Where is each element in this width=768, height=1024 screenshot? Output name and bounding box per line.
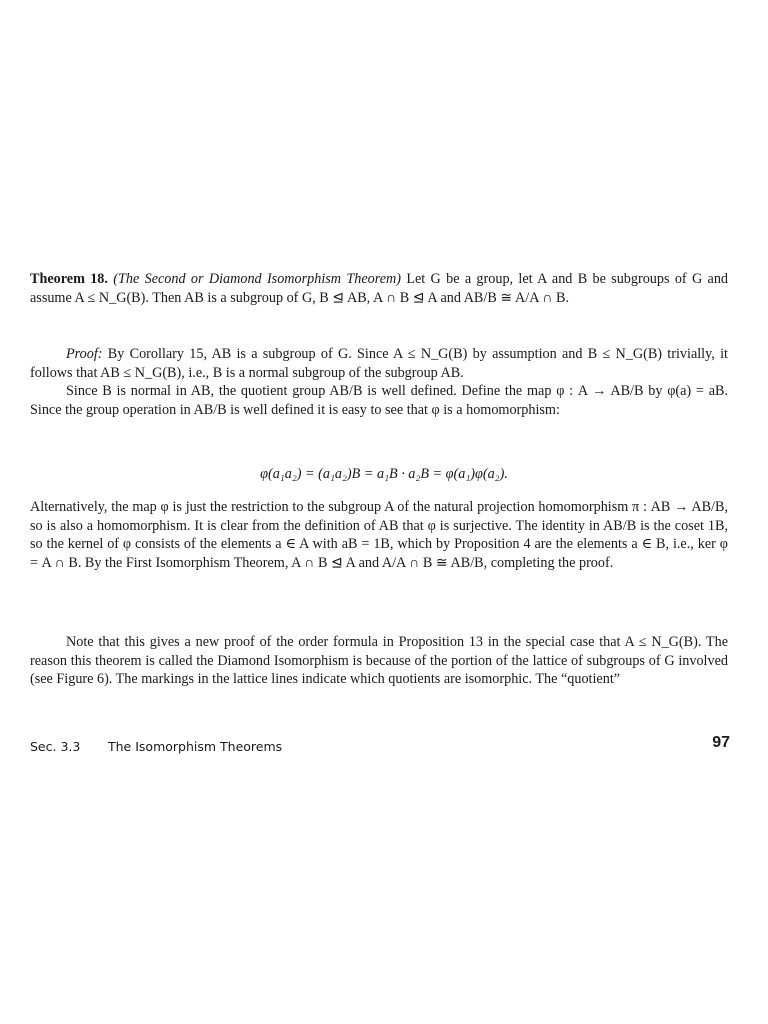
proof-paragraph-2: [30, 382, 728, 419]
proof-paragraph-1: [30, 345, 728, 382]
page-number: 97: [712, 734, 730, 751]
theorem-statement: Let G be a group, let A and B be subgroups of G and assume A ≤ N_G(B). Then AB is a subgroup of G, B ⊴ AB, A ∩ B ⊴ A and AB/B ≅ A/A ∩ B.: [30, 271, 729, 306]
footer-section: Sec. 3.3: [30, 739, 81, 754]
theorem-paragraph: [30, 270, 728, 307]
page-footer: [30, 734, 730, 757]
proof-label: Proof:: [66, 346, 103, 362]
proof-section: [30, 345, 728, 419]
theorem-name: (The Second or Diamond Isomorphism Theorem): [113, 271, 401, 287]
footer-title: The Isomorphism Theorems: [108, 739, 283, 754]
proof-text-2: Since B is normal in AB, the quotient group AB/B is well defined. Define the map φ : A → AB/B by φ(a) = aB. Since the group operation in AB/B is well defined it is easy to see that φ is a homomorphism:: [30, 383, 728, 418]
theorem-label: Theorem 18.: [30, 271, 108, 287]
proof-paragraph-3: Alternatively, the map φ is just the restriction to the subgroup A of the natural projection homomorphism π : AB → AB/B, so is also a homomorphism. It is clear from the definition of AB that φ is surjective. The identity in AB/B is the coset 1B, so the kernel of φ consists of the elements a ∈ A with aB = 1B, which by Proposition 4 are the elements a ∈ B, i.e., ker φ = A ∩ B. By the First Isomorphism Theorem, A ∩ B ⊴ A and A/A ∩ B ≅ AB/B, completing the proof.: [30, 499, 728, 571]
note-paragraph: Note that this gives a new proof of the order formula in Proposition 13 in the special case that A ≤ N_G(B). The reason this theorem is called the Diamond Isomorphism is because of the portion of the lattice of subgroups of G involved (see Figure 6). The markings in the lattice lines indicate which quotients are isomorphic. The “quotient”: [30, 634, 728, 688]
proof-text-1: By Corollary 15, AB is a subgroup of G. Since A ≤ N_G(B) by assumption and B ≤ N_G(B) trivially, it follows that AB ≤ N_G(B), i.e., B is a normal subgroup of the subgroup AB.: [30, 346, 729, 381]
display-equation: φ(a₁a₂) = (a₁a₂)B = a₁B · a₂B = φ(a₁)φ(a₂).: [260, 466, 508, 482]
